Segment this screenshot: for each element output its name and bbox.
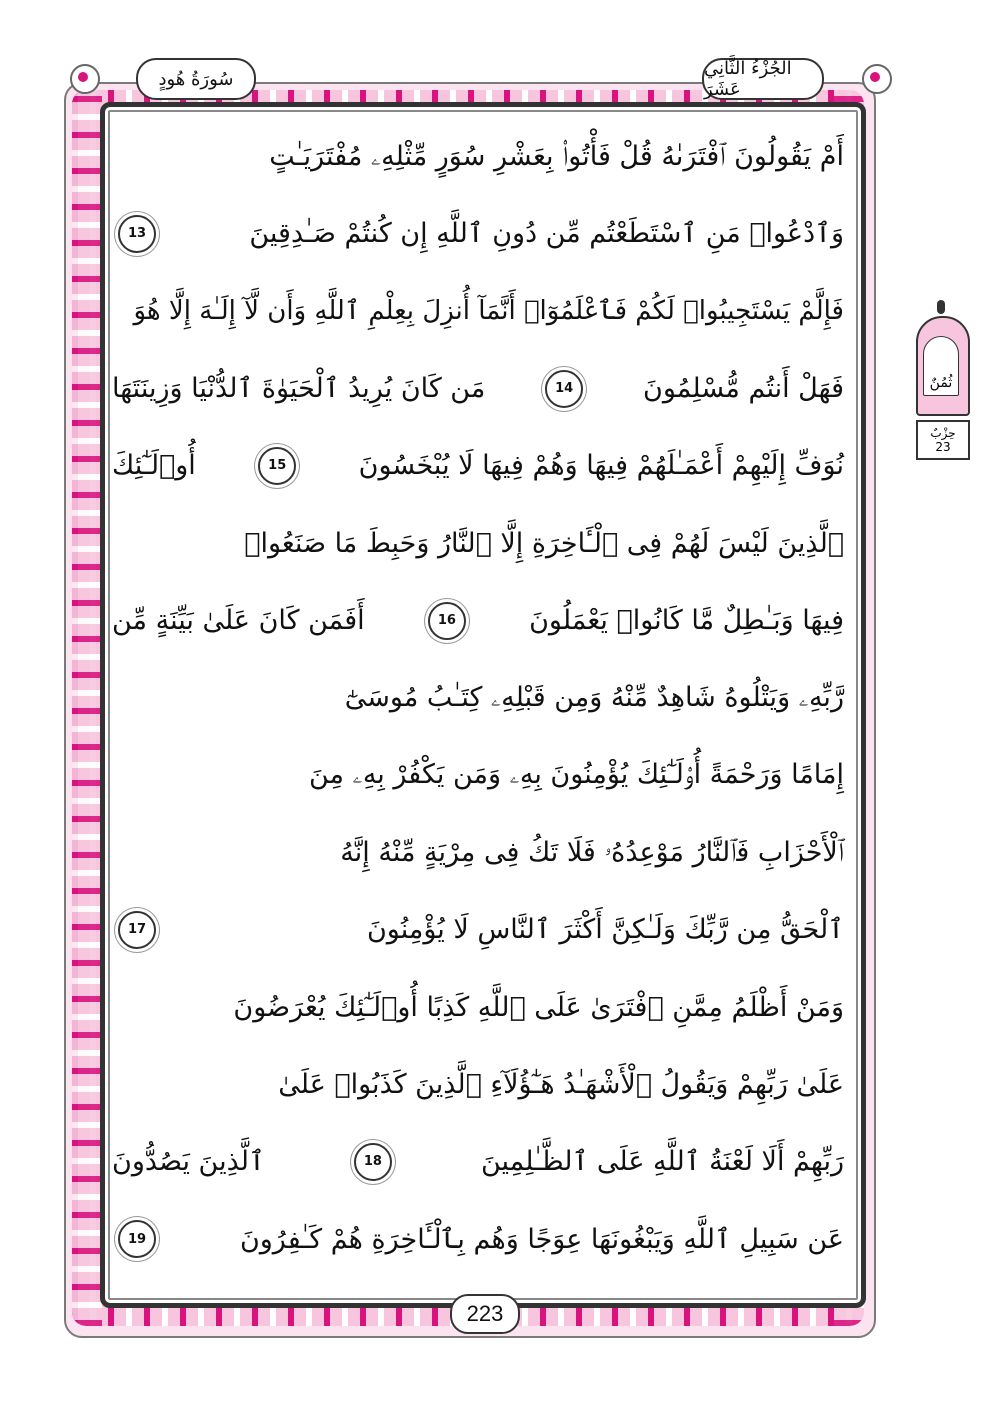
- verse-text: أُو۟لَـٰٓئِكَ: [112, 450, 196, 482]
- verse-line: [112, 273, 844, 350]
- surah-name-label: سُورَةُ هُودٍ: [136, 58, 256, 100]
- ayah-number-marker: 19: [118, 1220, 156, 1258]
- verse-line: [112, 659, 844, 736]
- verse-text: وَمَنْ أَظْلَمُ مِمَّنِ ٱفْتَرَىٰ عَلَى ٱللَّهِ كَذِبًا أُو۟لَـٰٓئِكَ يُعْرَضُونَ: [233, 991, 844, 1023]
- verse-line: [112, 195, 844, 272]
- verse-line: [112, 891, 844, 968]
- verse-line: [112, 814, 844, 891]
- ayah-number-marker: 14: [545, 370, 583, 408]
- corner-ornament-icon: [862, 64, 892, 94]
- hizb-marker: [912, 300, 970, 460]
- verse-line: [112, 582, 844, 659]
- verse-text: وَٱدْعُوا۟ مَنِ ٱسْتَطَعْتُم مِّن دُونِ ٱللَّهِ إِن كُنتُمْ صَـٰدِقِينَ: [249, 218, 844, 250]
- ayah-number-marker: 16: [428, 602, 466, 640]
- verse-line: [112, 350, 844, 427]
- verse-text: فَهَلْ أَنتُم مُّسْلِمُونَ: [643, 373, 844, 405]
- verse-text: ٱلَّذِينَ يَصُدُّونَ: [112, 1146, 265, 1178]
- verse-line: [112, 969, 844, 1046]
- hizb-box: [916, 420, 970, 460]
- verse-text-area: [112, 118, 844, 1278]
- verse-line: [112, 118, 844, 195]
- corner-ornament-icon: [70, 64, 100, 94]
- hizb-arch-icon: [916, 316, 970, 416]
- verse-text: رَّبِّهِۦ وَيَتْلُوهُ شَاهِدٌ مِّنْهُ وَمِن قَبْلِهِۦ كِتَـٰبُ مُوسَىٰٓ: [344, 681, 844, 713]
- verse-line: [112, 1201, 844, 1278]
- verse-text: ٱلْأَحْزَابِ فَٱلنَّارُ مَوْعِدُهُۥ فَلَا تَكُ فِى مِرْيَةٍ مِّنْهُ إِنَّهُ: [340, 836, 844, 868]
- ayah-number-marker: 17: [118, 911, 156, 949]
- verse-line: [112, 427, 844, 504]
- verse-text: نُوَفِّ إِلَيْهِمْ أَعْمَـٰلَهُمْ فِيهَا وَهُمْ فِيهَا لَا يُبْخَسُونَ: [358, 450, 844, 482]
- verse-line: [112, 737, 844, 814]
- verse-text: رَبِّهِمْ أَلَا لَعْنَةُ ٱللَّهِ عَلَى ٱلظَّـٰلِمِينَ: [480, 1146, 844, 1178]
- hizb-label: حِزْبٌ: [930, 426, 956, 440]
- verse-text: إِمَامًا وَرَحْمَةً أُو۟لَـٰٓئِكَ يُؤْمِنُونَ بِهِۦ وَمَن يَكْفُرْ بِهِۦ مِنَ: [308, 759, 844, 791]
- hizb-fraction-label: ثُمُنٌ: [923, 336, 959, 396]
- verse-text: عَن سَبِيلِ ٱللَّهِ وَيَبْغُونَهَا عِوَجًا وَهُم بِٱلْـَٔاخِرَةِ هُمْ كَـٰفِرُونَ: [239, 1223, 844, 1255]
- juz-name-label: الجُزْءُ الثَّانِي عَشَرَ: [702, 58, 824, 100]
- verse-text: عَلَىٰ رَبِّهِمْ وَيَقُولُ ٱلْأَشْهَـٰدُ هَـٰٓؤُلَآءِ ٱلَّذِينَ كَذَبُوا۟ عَلَىٰ: [278, 1069, 844, 1101]
- verse-text: فَإِلَّمْ يَسْتَجِيبُوا۟ لَكُمْ فَٱعْلَمُوٓا۟ أَنَّمَآ أُنزِلَ بِعِلْمِ ٱللَّهِ وَأَن لَّآ إِلَـٰهَ إِلَّا هُوَ: [133, 296, 844, 327]
- verse-text: أَمْ يَقُولُونَ ٱفْتَرَىٰهُ قُلْ فَأْتُوا۟ بِعَشْرِ سُوَرٍ مِّثْلِهِۦ مُفْتَرَيَـٰتٍ: [269, 140, 844, 172]
- verse-line: [112, 1046, 844, 1123]
- verse-text: ٱلْحَقُّ مِن رَّبِّكَ وَلَـٰكِنَّ أَكْثَرَ ٱلنَّاسِ لَا يُؤْمِنُونَ: [366, 914, 844, 946]
- verse-line: [112, 505, 844, 582]
- verse-text: ٱلَّذِينَ لَيْسَ لَهُمْ فِى ٱلْـَٔاخِرَةِ إِلَّا ٱلنَّارُ وَحَبِطَ مَا صَنَعُوا۟: [244, 527, 844, 559]
- verse-text: فِيهَا وَبَـٰطِلٌ مَّا كَانُوا۟ يَعْمَلُونَ: [529, 605, 844, 637]
- ayah-number-marker: 18: [354, 1143, 392, 1181]
- hizb-number: 23: [935, 440, 951, 454]
- verse-text: أَفَمَن كَانَ عَلَىٰ بَيِّنَةٍ مِّن: [112, 605, 365, 637]
- page-number: 223: [450, 1294, 520, 1334]
- verse-text: مَن كَانَ يُرِيدُ ٱلْحَيَوٰةَ ٱلدُّنْيَا وَزِينَتَهَا: [112, 373, 486, 405]
- ayah-number-marker: 13: [118, 215, 156, 253]
- verse-line: [112, 1123, 844, 1200]
- ayah-number-marker: 15: [258, 447, 296, 485]
- hizb-marker-tip-icon: [937, 300, 945, 314]
